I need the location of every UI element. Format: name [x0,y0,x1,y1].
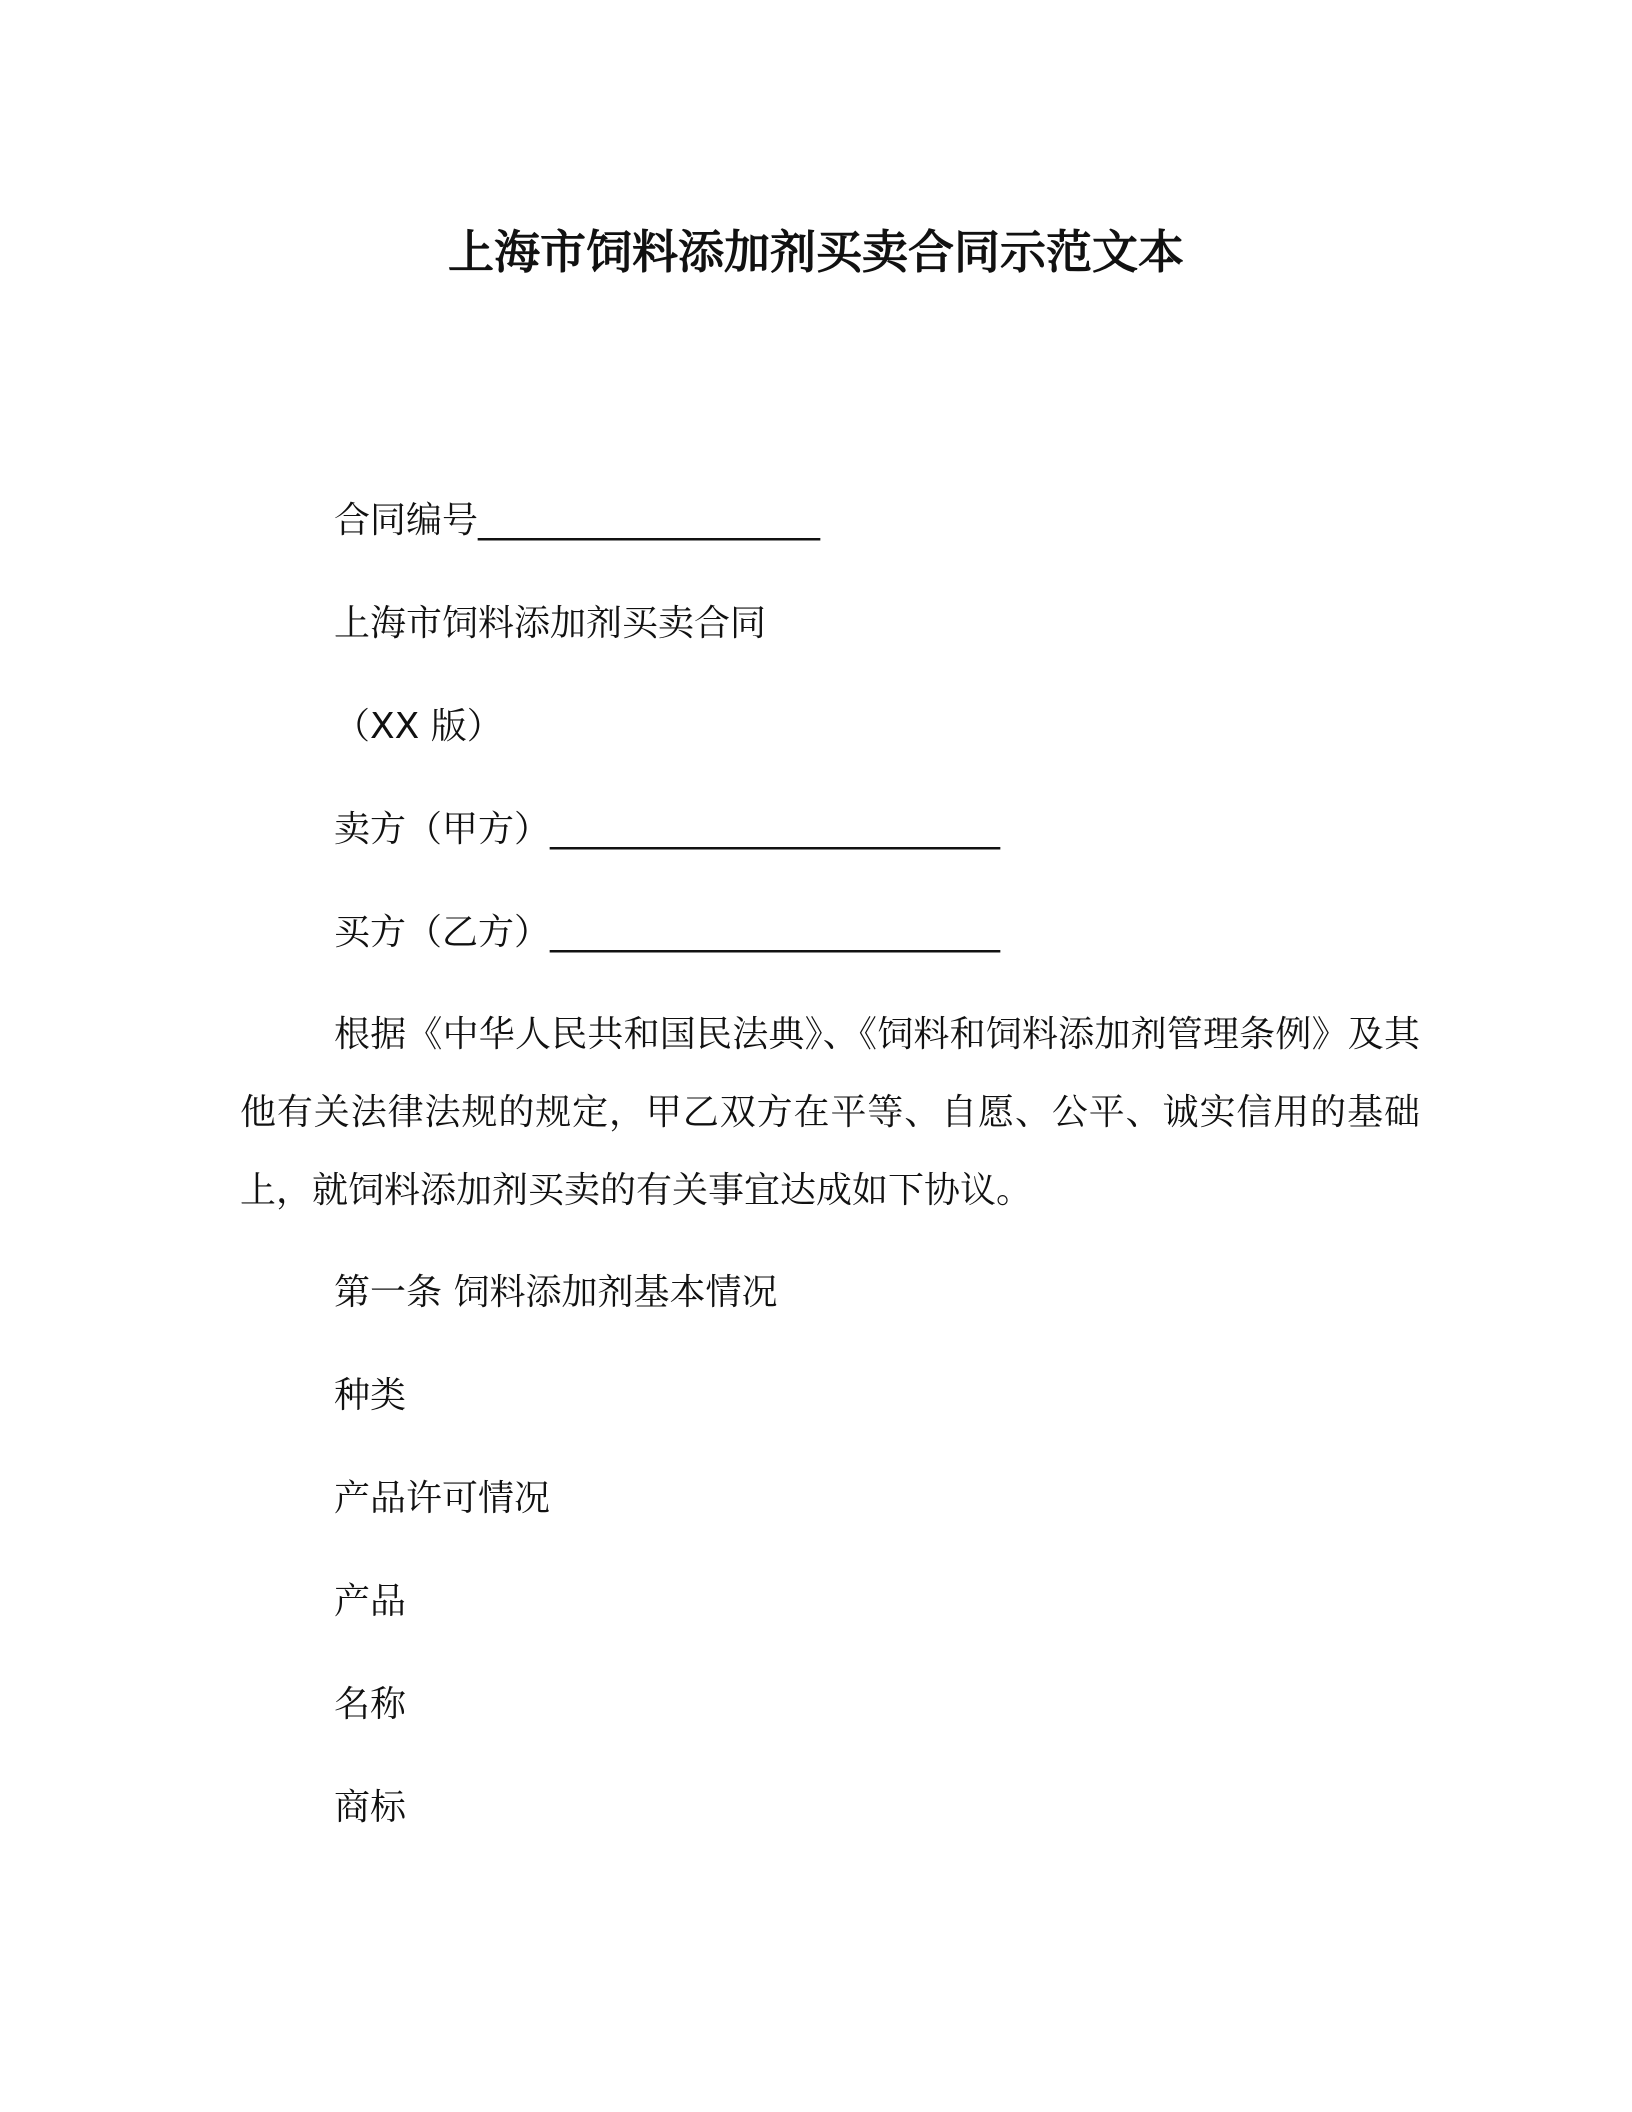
seller-line: 卖方（甲方）_________________________ [334,809,1001,850]
item-category: 种类 [334,1375,407,1416]
item-product: 产品 [334,1581,407,1622]
preamble-paragraph: 根据《中华人民共和国民法典》、《饲料和饲料添加剂管理条例》及其他有关法律法规的规定，甲乙双方在平等、自愿、公平、诚实信用的基础上，就饲料添加剂买卖的有关事宜达成如下协议。 [240,1014,1420,1211]
version-label: （XX 版） [334,706,503,747]
document-title: 上海市饲料添加剂买卖合同示范文本 [448,225,1184,279]
article-1-heading: 第一条 饲料添加剂基本情况 [334,1272,778,1313]
item-product-license: 产品许可情况 [334,1478,551,1519]
item-name: 名称 [334,1684,407,1725]
buyer-line: 买方（乙方）_________________________ [334,912,1001,953]
contract-number-line: 合同编号___________________ [334,500,821,541]
contract-name: 上海市饲料添加剂买卖合同 [334,603,767,644]
item-trademark: 商标 [334,1787,407,1828]
